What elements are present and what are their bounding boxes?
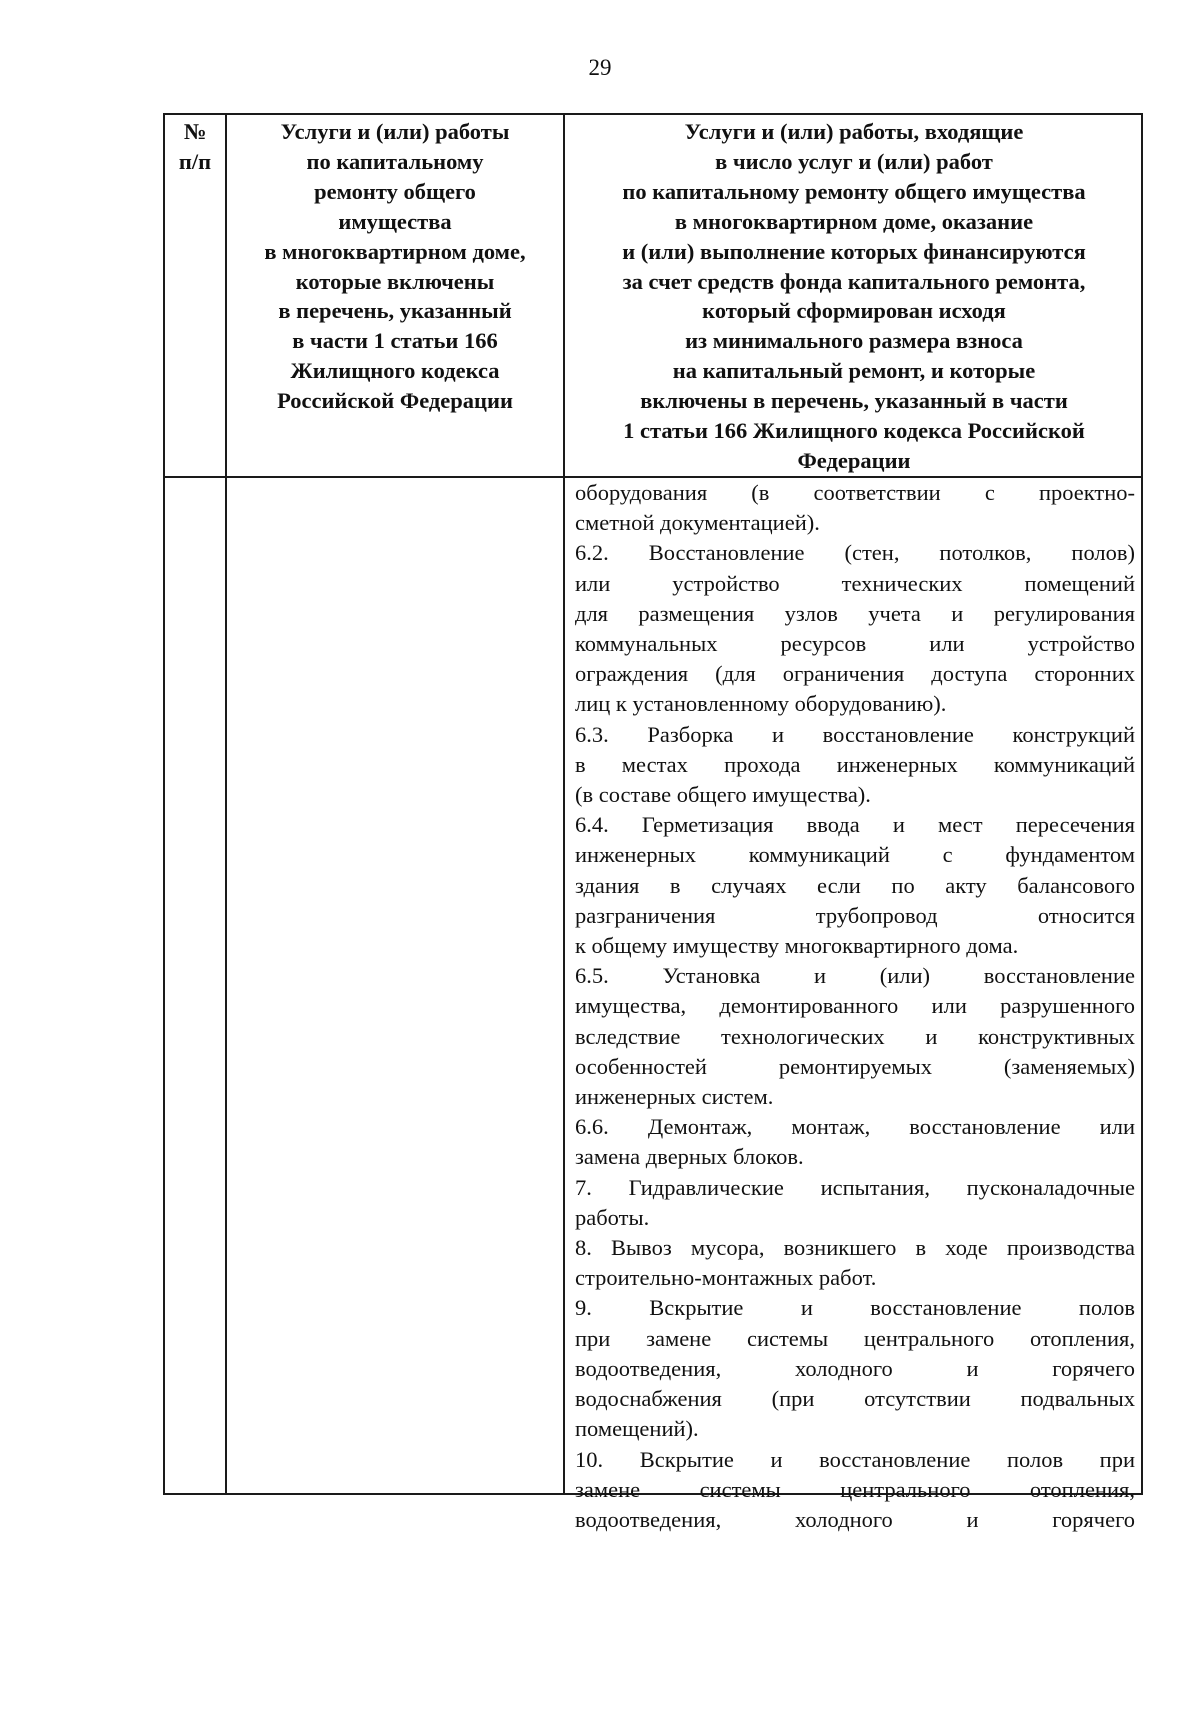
- text-line: вследствие технологических и конструктивных: [575, 1023, 1135, 1049]
- header-line: по капитальному: [306, 148, 484, 174]
- header-line: п/п: [178, 148, 212, 174]
- text-line: (в составе общего имущества).: [575, 782, 871, 808]
- text-line: коммунальных ресурсов или устройство: [575, 631, 1135, 657]
- list-item: [575, 810, 1135, 961]
- text-line: 6.6. Демонтаж, монтаж, восстановление или: [575, 1114, 1135, 1140]
- list-item: [575, 1112, 1135, 1172]
- list-item: [575, 478, 1135, 538]
- header-line: 1 статьи 166 Жилищного кодекса Российской: [623, 418, 1085, 444]
- header-line: Федерации: [797, 447, 911, 473]
- text-line: или устройство технических помещений: [575, 570, 1135, 596]
- text-line: 6.5. Установка и (или) восстановление: [575, 963, 1135, 989]
- page-number: 29: [588, 55, 612, 80]
- list-item: [575, 1173, 1135, 1233]
- text-line: особенностей ремонтируемых (заменяемых): [575, 1053, 1135, 1079]
- text-line: 9. Вскрытие и восстановление полов: [575, 1295, 1135, 1321]
- text-line: 10. Вскрытие и восстановление полов при: [575, 1446, 1135, 1472]
- services-table: [163, 113, 1143, 1532]
- header-line: из минимального размера взноса: [685, 328, 1023, 354]
- header-line: в перечень, указанный: [278, 298, 512, 324]
- text-line: 8. Вывоз мусора, возникшего в ходе производства: [575, 1235, 1135, 1261]
- header-line: на капитальный ремонт, и которые: [672, 358, 1036, 384]
- header-line: №: [183, 119, 207, 144]
- list-item: [575, 1233, 1135, 1293]
- text-line: строительно-монтажных работ.: [575, 1265, 877, 1291]
- text-line: при замене системы центрального отопления,: [575, 1325, 1135, 1351]
- text-line: для размещения узлов учета и регулирования: [575, 600, 1135, 626]
- header-line: за счет средств фонда капитального ремонта,: [622, 268, 1086, 294]
- header-line: в части 1 статьи 166: [292, 328, 498, 354]
- text-line: замена дверных блоков.: [575, 1144, 804, 1170]
- header-line: и (или) выполнение которых финансируются: [622, 238, 1086, 264]
- text-line: 6.2. Восстановление (стен, потолков, полов): [575, 540, 1135, 566]
- header-line: в многоквартирном доме,: [264, 238, 526, 264]
- text-line: в местах прохода инженерных коммуникаций: [575, 751, 1135, 777]
- text-line: замене системы центрального отопления,: [575, 1476, 1135, 1502]
- text-line: имущества, демонтированного или разрушенного: [575, 993, 1135, 1019]
- header-services-financed-column: [565, 115, 1143, 476]
- header-line: который сформирован исходя: [702, 298, 1006, 324]
- header-services-list-column: [227, 115, 563, 416]
- header-line: Услуги и (или) работы: [280, 119, 510, 144]
- list-item: [575, 1445, 1135, 1536]
- text-line: оборудования (в соответствии с проектно-: [575, 480, 1135, 505]
- text-line: 6.3. Разборка и восстановление конструкций: [575, 721, 1135, 747]
- text-line: водоотведения, холодного и горячего: [575, 1506, 1135, 1532]
- text-line: лиц к установленному оборудованию).: [575, 691, 947, 717]
- text-line: сметной документацией).: [575, 510, 820, 536]
- header-line: Услуги и (или) работы, входящие: [684, 119, 1024, 144]
- header-line: имущества: [338, 208, 452, 234]
- header-line: включены в перечень, указанный в части: [640, 388, 1068, 414]
- text-line: водоотведения, холодного и горячего: [575, 1355, 1135, 1381]
- text-line: инженерных систем.: [575, 1084, 774, 1110]
- header-line: которые включены: [295, 268, 495, 294]
- list-item: [575, 720, 1135, 811]
- list-item: [575, 1293, 1135, 1444]
- text-line: работы.: [575, 1204, 650, 1230]
- list-item: [575, 961, 1135, 1112]
- text-line: 6.4. Герметизация ввода и мест пересечения: [575, 812, 1135, 838]
- header-line: Российской Федерации: [277, 388, 513, 414]
- text-line: здания в случаях если по акту балансового: [575, 872, 1135, 898]
- header-line: Жилищного кодекса: [290, 358, 500, 384]
- text-line: инженерных коммуникаций с фундаментом: [575, 842, 1135, 868]
- header-line: в многоквартирном доме, оказание: [674, 208, 1034, 234]
- text-line: 7. Гидравлические испытания, пусконаладочные: [575, 1174, 1135, 1200]
- services-financed-cell: [575, 478, 1135, 1535]
- text-line: разграничения трубопровод относится: [575, 902, 1135, 928]
- header-line: ремонту общего: [314, 178, 476, 204]
- header-line: по капитальному ремонту общего имущества: [622, 178, 1086, 204]
- header-number-column: [165, 115, 225, 177]
- header-line: в число услуг и (или) работ: [715, 148, 993, 174]
- text-line: к общему имуществу многоквартирного дома.: [575, 933, 1019, 959]
- text-line: ограждения (для ограничения доступа сторонних: [575, 661, 1135, 687]
- text-line: помещений).: [575, 1416, 699, 1442]
- text-line: водоснабжения (при отсутствии подвальных: [575, 1386, 1135, 1412]
- list-item: [575, 538, 1135, 719]
